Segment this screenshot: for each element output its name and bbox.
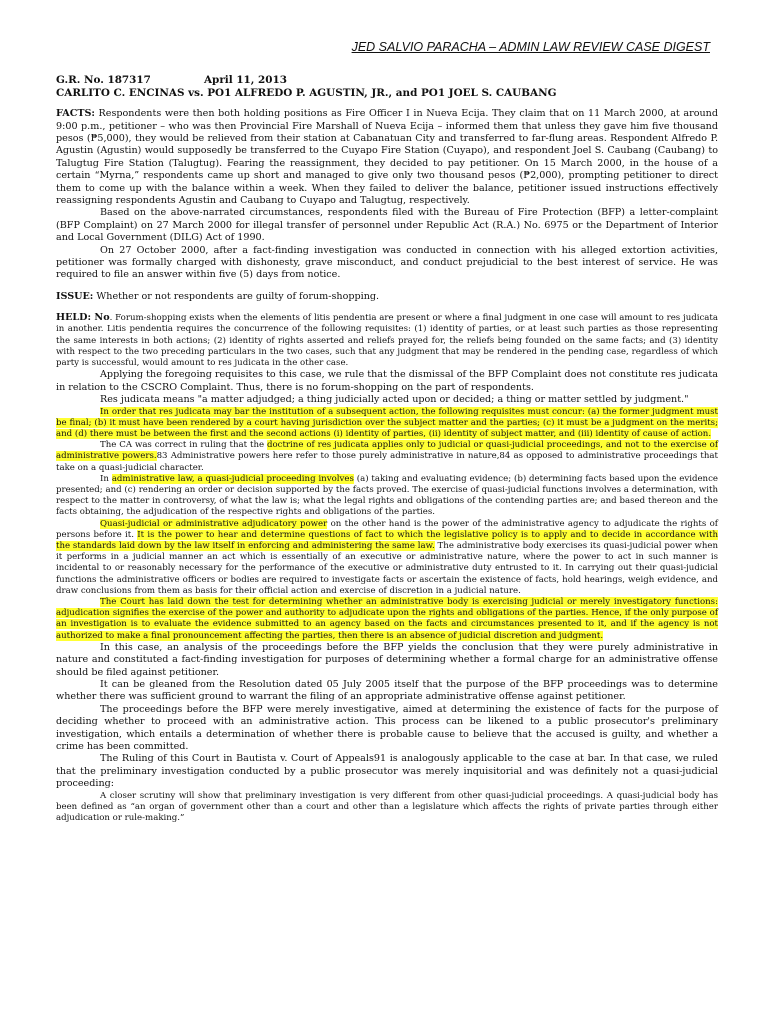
facts-paragraph-3: On 27 October 2000, after a fact-finding investigation was conducted in connection with his alleged extortion activities, petitioner was formally charged with dishonesty, grave misconduct, and conduct prejudicial to the best interest of service. He was required to file an answer within five (5) days from notice. <box>56 244 718 281</box>
facts-text-1: Respondents were then both holding positions as Fire Officer I in Nueva Ecija. They claim that on 11 March 2000, at around 9:00 p.m., petitioner – who was then Provincial Fire Marshall of Nueva Ecija – informed them that unless they gave him five thousand pesos (₱5,000), they would be relieved from their station at Cabanatuan City and transferred to far-flung areas. Respondent Alfredo P. Agustin (Agustin) would supposedly be transferred to the Cuyapo Fire Station (Cuyapo), and respondent Joel S. Caubang (Caubang) to Talugtug Fire Station (Talugtug). Fearing the reassignment, they decided to pay petitioner. On 15 March 2000, in the house of a certain “Myrna,” respondents came up short and managed to give only two thousand pesos (₱2,000), prompting petitioner to direct them to come up with the balance within a week. When they failed to deliver the balance, petitioner issued instructions effectively reassigning respondents Agustin and Caubang to Cuyapo and Talugtug, respectively. <box>56 108 718 207</box>
held-paragraph-7 <box>56 519 718 597</box>
held-paragraph-8 <box>56 597 718 642</box>
case-date: April 11, 2013 <box>204 74 287 86</box>
document-header: JED SALVIO PARACHA – ADMIN LAW REVIEW CASE DIGEST <box>351 40 710 54</box>
case-gr-number: G.R. No. 187317 <box>56 74 151 86</box>
issue-paragraph <box>56 291 718 303</box>
case-number-line <box>56 74 718 87</box>
held-text-1: . Forum-shopping exists when the elements of litis pendentia are present or where a final judgment in one case will amount to res judicata in another. Litis pendentia requires the concurrence of the following requisites: (1) identity of parties, or at least such parties as those representing the same interests in both actions; (2) identity of rights asserted and reliefs prayed for, the reliefs being founded on the same facts; and (3) identity with respect to the two preceding particulars in the two cases, such that any judgment that may be rendered in the pending case, regardless of which party is successful, would amount to res judicata in the other case. <box>56 313 718 369</box>
held-paragraph-11: The proceedings before the BFP were merely investigative, aimed at determining the existence of facts for the purpose of deciding whether to proceed with an administrative action. This process can be likened to a public prosecutor's preliminary investigation, which entails a determination of whether there is probable cause to believe that the accused is guilty, and whether a crime has been committed. <box>56 703 718 753</box>
held-text-5a: The CA was correct in ruling that the <box>100 440 267 451</box>
held-paragraph-12: The Ruling of this Court in Bautista v. Court of Appeals91 is analogously applicable to the case at bar. In that case, we ruled that the preliminary investigation conducted by a public prosecutor was merely inquisitorial and was definitely not a quasi-judicial proceeding: <box>56 753 718 790</box>
held-paragraph-9: In this case, an analysis of the proceedings before the BFP yields the conclusion that they were purely administrative in nature and constituted a fact-finding investigation for purposes of determining whether a formal charge for an administrative offense should be filed against petitioner. <box>56 641 718 678</box>
held-paragraph-5 <box>56 440 718 474</box>
case-title: CARLITO C. ENCINAS vs. PO1 ALFREDO P. AGUSTIN, JR., and PO1 JOEL S. CAUBANG <box>56 86 557 99</box>
held-paragraph-4 <box>56 407 718 441</box>
highlight-res-judicata-requisites: In order that res judicata may bar the institution of a subsequent action, the following requisites must concur: (a) the former judgment must be final; (b) it must have been rendered by a court having jurisdiction over the subject matter and the parties; (c) it must be a judgment on the merits; and (d) there must be between the first and the second actions (i) identity of parties, (ii) identity of subject matter, and (iii) identity of cause of action. <box>56 406 718 439</box>
held-paragraph-10: It can be gleaned from the Resolution dated 05 July 2005 itself that the purpose of the BFP proceedings was to determine whether there was sufficient ground to warrant the filing of an appropriate administrative offense against petitioner. <box>56 679 718 703</box>
held-paragraph-13: A closer scrutiny will show that preliminary investigation is very different from other quasi-judicial proceedings. A quasi-judicial body has been defined as “an organ of government other than a court and other than a legislature which affects the rights of private parties through either adjudication or rule-making.” <box>56 790 718 824</box>
facts-paragraph-2: Based on the above-narrated circumstances, respondents filed with the Bureau of Fire Protection (BFP) a letter-complaint (BFP Complaint) on 27 March 2000 for illegal transfer of personnel under Republic Act (R.A.) No. 6975 or the Department of Interior and Local Government (DILG) Act of 1990. <box>56 207 718 244</box>
highlight-investigatory-test: The Court has laid down the test for determining whether an administrative body is exercising judicial or merely investigatory functions: adjudication signifies the exercise of the power and authority to adjudicate upon the rights and obligations of the parties. Hence, if the only purpose of an investigation is to evaluate the evidence submitted to an agency based on the facts and circumstances presented to it, and if the agency is not authorized to make a final pronouncement affecting the parties, then there is an absence of judicial discretion and judgment. <box>56 596 718 641</box>
highlight-power-to-hear: It is the power to hear and determine questions of fact to which the legislative policy is to apply and to decide in accordance with the standards laid down by the law itself in enforcing and administering the same law. <box>56 529 718 551</box>
issue-label: ISSUE: <box>56 290 94 302</box>
facts-label: FACTS: <box>56 108 95 120</box>
held-label: HELD: No <box>56 312 110 324</box>
held-paragraph-6 <box>56 474 718 519</box>
issue-text: Whether or not respondents are guilty of forum-shopping. <box>93 290 380 302</box>
held-text-6b: (a) taking and evaluating evidence; (b) determining facts based upon the evidence presented; and (c) rendering an order or decision supported by the facts proved. The exercise of quasi-judicial functions involves a determination, with respect to the matter in controversy, of what the law is; what the legal rights and obligations of the contending parties are; and based thereon and the facts obtaining, the adjudication of the respective rights and obligations of the parties. <box>56 473 718 518</box>
held-text-7a: on the other hand is the power of the administrative agency to adjudicate the rights of persons before it. <box>56 518 718 540</box>
highlight-doctrine-res-judicata: doctrine of res judicata applies only to judicial or quasi-judicial proceedings, and not to the exercise of administrative powers. <box>56 440 718 462</box>
facts-paragraph-1 <box>56 108 718 207</box>
highlight-adjudicatory-power: Quasi-judicial or administrative adjudicatory power <box>100 518 328 529</box>
highlight-quasi-judicial-proceeding: administrative law, a quasi-judicial proceeding involves <box>111 473 354 484</box>
document-page <box>56 40 718 824</box>
held-paragraph-1 <box>56 312 718 369</box>
held-text-7b: The administrative body exercises its quasi-judicial power when it performs in a judicial manner an act which is essentially of an executive or administrative nature, where the power to act in such manner is incidental to or reasonably necessary for the performance of the executive or administrative duty entrusted to it. In carrying out their quasi-judicial functions the administrative officers or bodies are required to investigate facts or ascertain the existence of facts, hold hearings, weigh evidence, and draw conclusions from them as basis for their official action and exercise of discretion in a judicial nature. <box>56 540 718 596</box>
held-paragraph-2: Applying the foregoing requisites to this case, we rule that the dismissal of the BFP Complaint does not constitute res judicata in relation to the CSCRO Complaint. Thus, there is no forum-shopping on the part of respondents. <box>56 369 718 393</box>
held-text-6a: In <box>100 473 112 484</box>
held-text-5b: 83 Administrative powers here refer to those purely administrative in nature,84 as opposed to administrative proceedings that take on a quasi-judicial character. <box>56 451 718 473</box>
held-paragraph-3: Res judicata means "a matter adjudged; a thing judicially acted upon or decided; a thing or matter settled by judgment." <box>100 394 689 406</box>
